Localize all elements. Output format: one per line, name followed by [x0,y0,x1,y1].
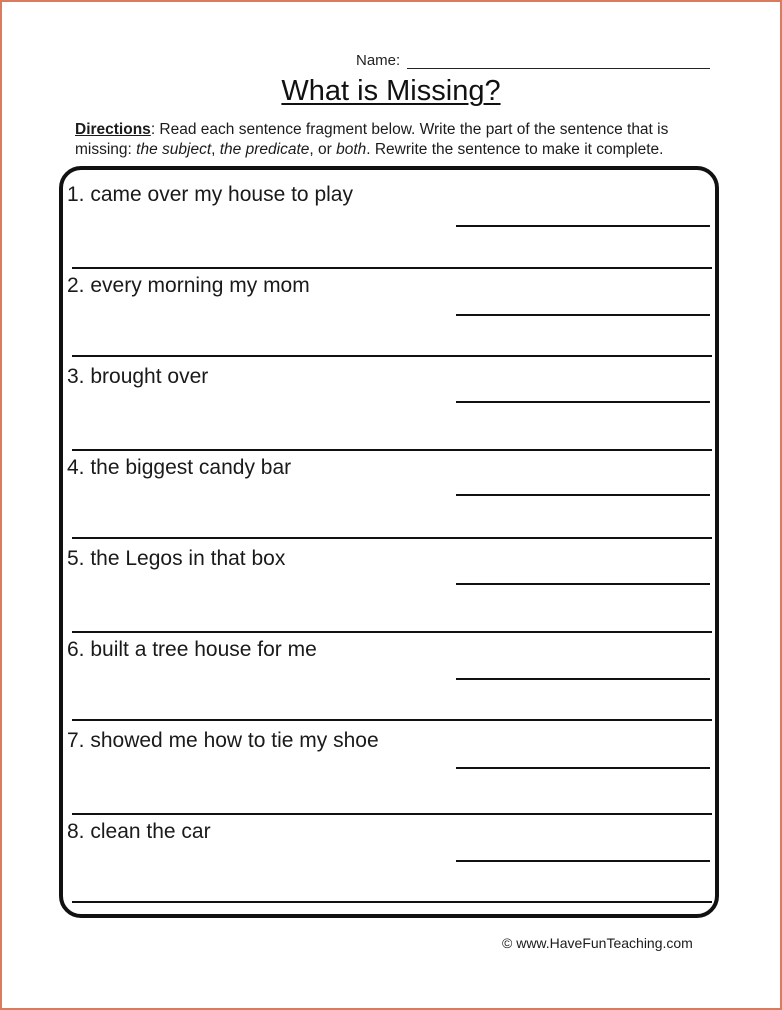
rewrite-line-8[interactable] [72,901,712,903]
question-5: 5. the Legos in that box [67,547,286,570]
rewrite-line-2[interactable] [72,355,712,357]
answer-line-4[interactable] [456,494,710,496]
option-subject: the subject [136,141,212,158]
directions-text-2: . Rewrite the sentence to make it complete. [366,141,664,158]
name-label: Name: [356,52,401,69]
rewrite-line-6[interactable] [72,719,712,721]
option-both: both [336,141,367,158]
option-predicate: the predicate [219,141,310,158]
directions-label: Directions [75,121,151,138]
directions [75,120,725,160]
answer-line-7[interactable] [456,767,710,769]
answer-line-5[interactable] [456,583,710,585]
answer-line-1[interactable] [456,225,710,227]
rewrite-line-5[interactable] [72,631,712,633]
directions-sep-2: , or [309,141,337,158]
question-8: 8. clean the car [67,820,211,843]
directions-text-1: : Read each sentence fragment below. Write the part of the sentence that is missing: [75,121,669,158]
answer-line-3[interactable] [456,401,710,403]
question-7: 7. showed me how to tie my shoe [67,729,379,752]
name-blank-line[interactable] [407,68,710,69]
question-3: 3. brought over [67,365,209,388]
directions-sep-1: , [211,141,220,158]
worksheet-title: What is Missing? [281,75,501,107]
answer-line-6[interactable] [456,678,710,680]
copyright-footer: © www.HaveFunTeaching.com [502,935,693,951]
rewrite-line-7[interactable] [72,813,712,815]
question-1: 1. came over my house to play [67,183,353,206]
question-2: 2. every morning my mom [67,274,310,297]
rewrite-line-1[interactable] [72,267,712,269]
rewrite-line-4[interactable] [72,537,712,539]
question-4: 4. the biggest candy bar [67,456,292,479]
rewrite-line-3[interactable] [72,449,712,451]
question-6: 6. built a tree house for me [67,638,317,661]
answer-line-2[interactable] [456,314,710,316]
answer-line-8[interactable] [456,860,710,862]
